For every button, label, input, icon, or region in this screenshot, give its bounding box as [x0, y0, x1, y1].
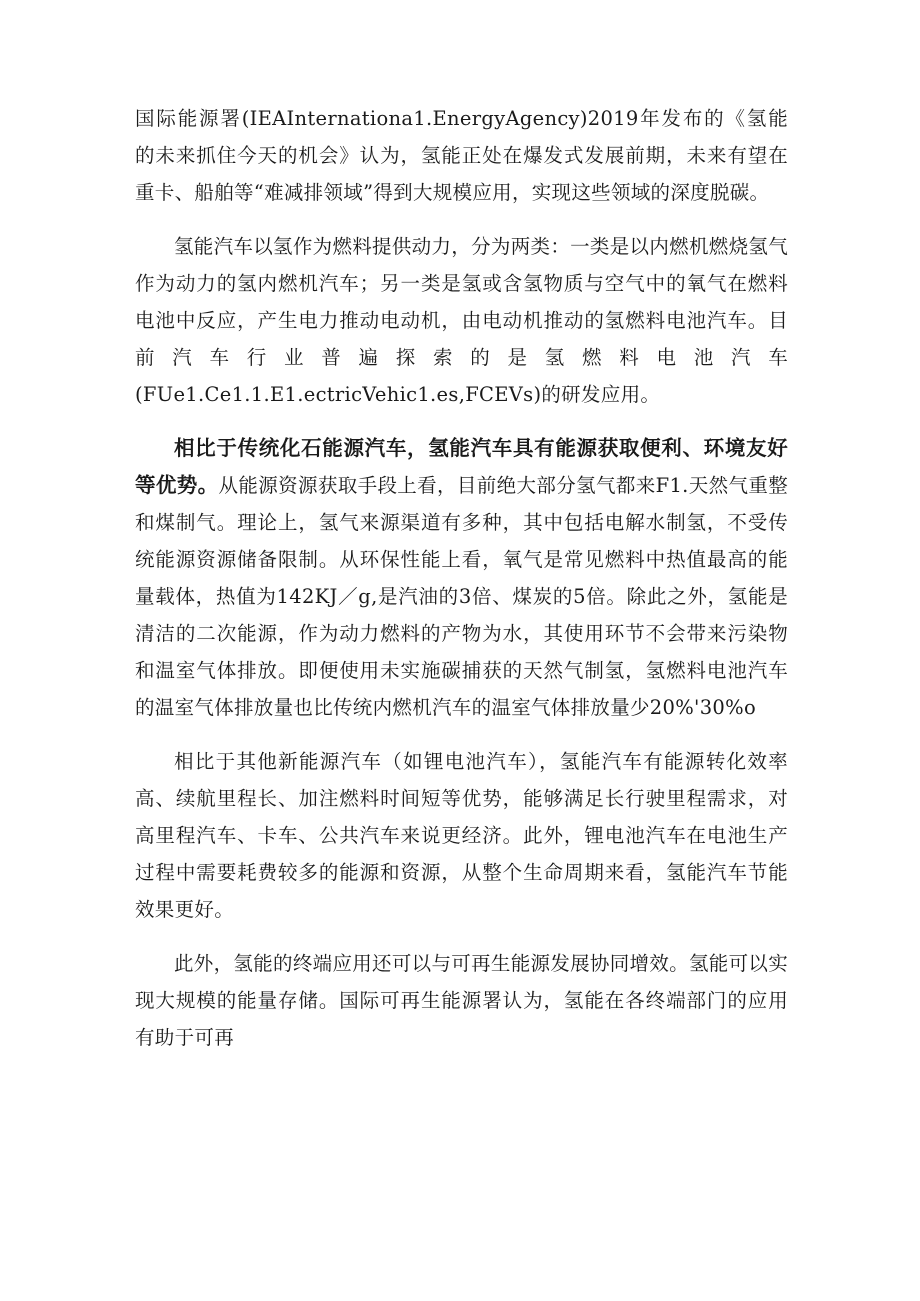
- paragraph-renewable-synergy: [135, 945, 788, 1056]
- paragraph-text: 氢能汽车以氢作为燃料提供动力，分为两类：一类是以内燃机燃烧氢气作为动力的氢内燃机汽车；另一类是氢或含氢物质与空气中的氧气在燃料电池中反应，产生电力推动电动机，由电动机推动的氢燃料电池汽车。目前汽车行业普遍探索的是氢燃料电池汽车(FUe1.Ce1.1.E1.ectricVehic1.es,FCEVs)的研发应用。: [135, 235, 788, 406]
- paragraph-lead-sentence: 相比于传统化石能源汽车，氢能汽车具有能源获取便利、环境友好等优势。: [135, 436, 788, 497]
- paragraph-text: 从能源资源获取手段上看，目前绝大部分氢气都来F1.天然气重整和煤制气。理论上，氢气来源渠道有多种，其中包括电解水制氢，不受传统能源资源储备限制。从环保性能上看，氧气是常见燃料中热值最高的能量载体，热值为142KJ／g,是汽油的3倍、煤炭的5倍。除此之外，氢能是清洁的二次能源，作为动力燃料的产物为水，其使用环节不会带来污染物和温室气体排放。即便使用未实施碳捕获的天然气制氢，氢燃料电池汽车的温室气体排放量也比传统内燃机汽车的温室气体排放量少20%'30%o: [135, 474, 788, 719]
- paragraph-text: 此外，氢能的终端应用还可以与可再生能源发展协同增效。氢能可以实现大规模的能量存储。国际可再生能源署认为，氢能在各终端部门的应用有助于可再: [135, 952, 788, 1049]
- paragraph-advantages-vs-fossil: [135, 430, 788, 726]
- paragraph-iea-report: [135, 100, 788, 211]
- paragraph-text: 国际能源署(IEAInternationa1.EnergyAgency)2019年发布的《氢能的未来抓住今天的机会》认为，氢能正处在爆发式发展前期，未来有望在重卡、船舶等“难减排领域”得到大规模应用，实现这些领域的深度脱碳。: [135, 107, 788, 204]
- paragraph-hydrogen-vehicle-types: [135, 228, 788, 413]
- paragraph-advantages-vs-ev: [135, 743, 788, 928]
- paragraph-text: 相比于其他新能源汽车（如锂电池汽车），氢能汽车有能源转化效率高、续航里程长、加注燃料时间短等优势，能够满足长行驶里程需求，对高里程汽车、卡车、公共汽车来说更经济。此外，锂电池汽车在电池生产过程中需要耗费较多的能源和资源，从整个生命周期来看，氢能汽车节能效果更好。: [135, 750, 788, 921]
